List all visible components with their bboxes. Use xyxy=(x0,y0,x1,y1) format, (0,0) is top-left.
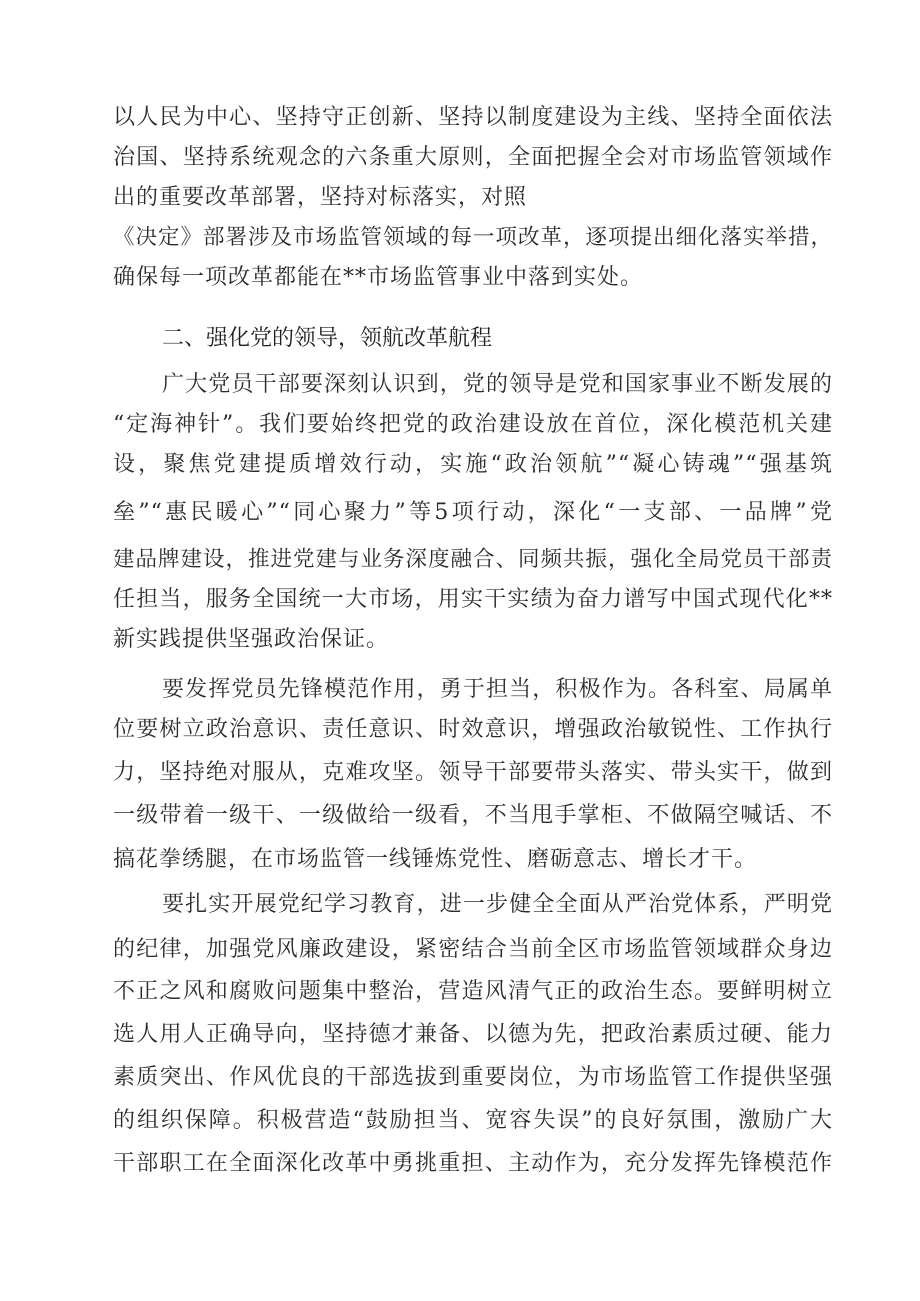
body-line: 位要树立政治意识、责任意识、时效意识，增强政治敏锐性、工作执行 xyxy=(113,717,833,742)
body-line: 一级带着一级干、一级做给一级看，不当甩手掌柜、不做隔空喊话、不 xyxy=(113,803,833,828)
body-line: 出的重要改革部署，坚持对标落实，对照 xyxy=(113,185,528,210)
body-line: 以人民为中心、坚持守正创新、坚持以制度建设为主线、坚持全面依法 xyxy=(113,105,833,130)
body-line: 的纪律，加强党风廉政建设，紧密结合当前全区市场监管领域群众身边 xyxy=(113,937,833,962)
body-line: 任担当，服务全国统一大市场，用实干实绩为奋力谱写中国式现代化** xyxy=(113,587,833,612)
body-line: 治国、坚持系统观念的六条重大原则，全面把握全会对市场监管领域作 xyxy=(113,145,833,170)
body-line: “定海神针”。我们要始终把党的政治建设放在首位，深化模范机关建 xyxy=(113,412,833,437)
body-line: 的组织保障。积极营造“鼓励担当、宽容失误”的良好氛围，激励广大 xyxy=(113,1108,833,1133)
body-line: 垒”“惠民暖心”“同心聚力”等5项行动，深化“一支部、一品牌”党 xyxy=(113,500,833,525)
body-line: 搞花拳绣腿，在市场监管一线锤炼党性、磨砺意志、增长才干。 xyxy=(113,847,758,872)
body-line: 建品牌建设，推进党建与业务深度融合、同频共振，强化全局党员干部责 xyxy=(113,547,834,572)
body-line: 新实践提供坚强政治保证。 xyxy=(113,627,390,652)
body-line: 素质突出、作风优良的干部选拔到重要岗位，为市场监管工作提供坚强 xyxy=(113,1065,833,1090)
section-heading: 二、强化党的领导，领航改革航程 xyxy=(162,326,493,351)
body-line: 选人用人正确导向，坚持德才兼备、以德为先，把政治素质过硬、能力 xyxy=(113,1022,833,1047)
body-line: 广大党员干部要深刻认识到，党的领导是党和国家事业不断发展的 xyxy=(162,372,833,397)
body-line: 设，聚焦党建提质增效行动，实施“政治领航”“凝心铸魂”“强基筑 xyxy=(113,452,833,477)
body-line: 干部职工在全面深化改革中勇挑重担、主动作为，充分发挥先锋模范作 xyxy=(113,1151,833,1176)
body-line: 要发挥党员先锋模范作用，勇于担当，积极作为。各科室、局属单 xyxy=(162,677,833,702)
body-line: 要扎实开展党纪学习教育，进一步健全全面从严治党体系，严明党 xyxy=(162,892,833,917)
body-line: 不正之风和腐败问题集中整治，营造风清气正的政治生态。要鲜明树立 xyxy=(113,979,833,1004)
body-line: 力，坚持绝对服从，克难攻坚。领导干部要带头落实、带头实干，做到 xyxy=(113,760,833,785)
body-line: 确保每一项改革都能在**市场监管事业中落到实处。 xyxy=(113,265,644,290)
body-line: 《决定》部署涉及市场监管领域的每一项改革，逐项提出细化落实举措， xyxy=(113,225,834,250)
